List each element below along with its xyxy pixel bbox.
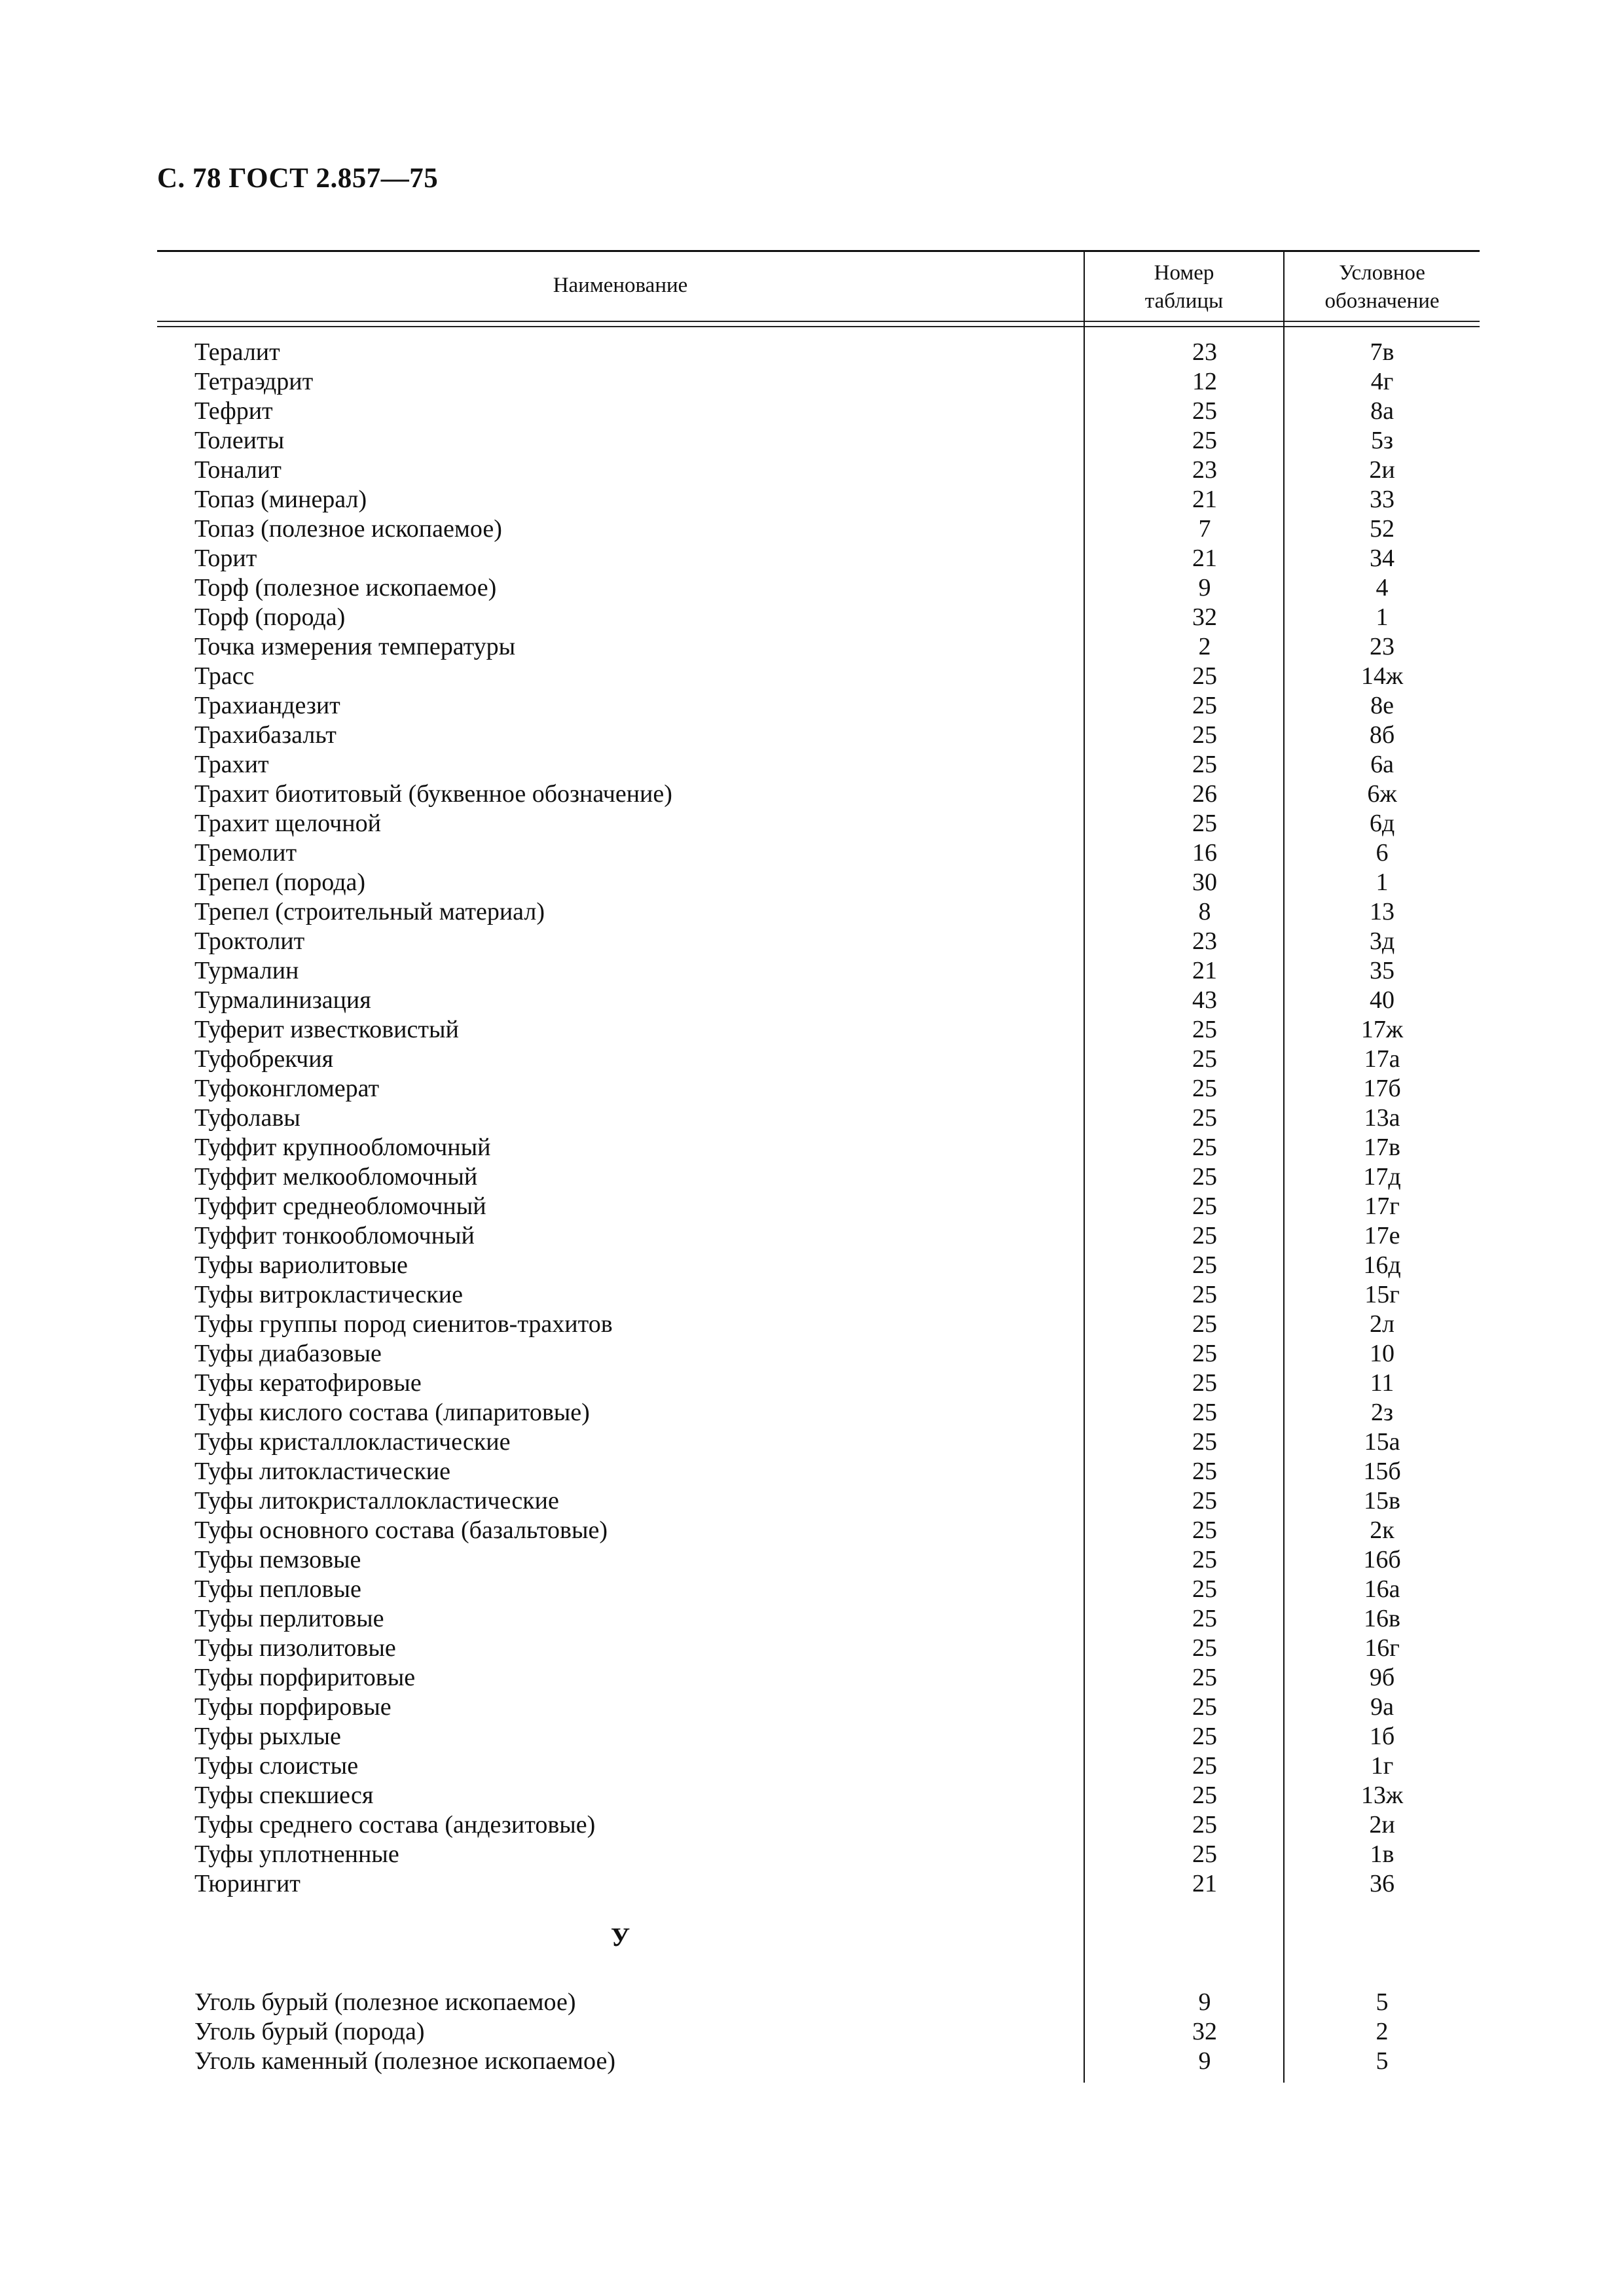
entry-symbol: 3д bbox=[1369, 927, 1395, 955]
header-table-number bbox=[1085, 254, 1283, 321]
entry-table-number: 16 bbox=[1192, 839, 1217, 867]
entry-table-number: 25 bbox=[1192, 397, 1217, 425]
entry-name: Туффит среднеобломочный bbox=[194, 1193, 486, 1220]
entry-symbol: 23 bbox=[1370, 633, 1395, 660]
entry-table-number: 25 bbox=[1192, 1516, 1217, 1544]
table-row bbox=[157, 1192, 1480, 1221]
entry-name: Туфы витрокластические bbox=[194, 1281, 463, 1308]
entry-table-number: 25 bbox=[1192, 1251, 1217, 1279]
entry-table-number: 25 bbox=[1192, 1546, 1217, 1573]
entry-name: Точка измерения температуры bbox=[194, 633, 516, 660]
entry-table-number: 8 bbox=[1198, 898, 1211, 925]
table-row bbox=[157, 1221, 1480, 1251]
entry-name: Топаз (минерал) bbox=[194, 486, 367, 513]
index-table bbox=[157, 250, 1480, 2083]
entry-name: Туфы пепловые bbox=[194, 1575, 361, 1603]
entry-table-number: 25 bbox=[1192, 721, 1217, 749]
entry-symbol: 16а bbox=[1364, 1575, 1400, 1603]
entry-symbol: 8е bbox=[1370, 692, 1394, 719]
entry-name: Туфы перлитовые bbox=[194, 1605, 384, 1632]
entry-symbol: 17б bbox=[1363, 1075, 1401, 1102]
entry-name: Трахит биотитовый (буквенное обозначение) bbox=[194, 780, 672, 808]
entry-name: Турмалинизация bbox=[194, 986, 371, 1014]
entry-symbol: 4 bbox=[1376, 574, 1389, 601]
entry-table-number: 23 bbox=[1192, 927, 1217, 955]
entry-name: Туфы рыхлые bbox=[194, 1723, 341, 1750]
entry-table-number: 9 bbox=[1198, 1988, 1211, 2016]
table-row bbox=[157, 868, 1480, 897]
entry-symbol: 52 bbox=[1370, 515, 1395, 543]
entry-name: Торит bbox=[194, 545, 257, 572]
entry-table-number: 25 bbox=[1192, 751, 1217, 778]
entry-symbol: 15в bbox=[1364, 1487, 1400, 1515]
entry-name: Трепел (порода) bbox=[194, 869, 366, 896]
table-row bbox=[157, 1751, 1480, 1781]
entry-name: Туфы вариолитовые bbox=[194, 1251, 408, 1279]
table-row bbox=[157, 1810, 1480, 1840]
table-row bbox=[157, 721, 1480, 750]
entry-symbol: 1в bbox=[1370, 1840, 1395, 1868]
table-row bbox=[157, 1398, 1480, 1427]
entry-name: Туфы среднего состава (андезитовые) bbox=[194, 1811, 596, 1839]
entry-symbol: 2и bbox=[1369, 456, 1395, 484]
page-header: С. 78 ГОСТ 2.857—75 bbox=[157, 163, 439, 194]
header-rule-2 bbox=[157, 326, 1480, 327]
table-row bbox=[157, 426, 1480, 456]
entry-name: Трахиандезит bbox=[194, 692, 340, 719]
table-row bbox=[157, 1604, 1480, 1634]
entry-table-number: 25 bbox=[1192, 1104, 1217, 1132]
entry-table-number: 9 bbox=[1198, 2047, 1211, 2075]
entry-symbol: 2з bbox=[1370, 1399, 1393, 1426]
entry-table-number: 21 bbox=[1192, 1870, 1217, 1897]
entry-symbol: 16б bbox=[1363, 1546, 1401, 1573]
entry-table-number: 25 bbox=[1192, 1428, 1217, 1456]
entry-table-number: 32 bbox=[1192, 603, 1217, 631]
entry-name: Толеиты bbox=[194, 427, 285, 454]
entry-name: Туфы уплотненные bbox=[194, 1840, 399, 1868]
table-row bbox=[157, 456, 1480, 485]
entry-name: Туфы порфировые bbox=[194, 1693, 392, 1721]
entry-table-number: 25 bbox=[1192, 1634, 1217, 1662]
entry-table-number: 25 bbox=[1192, 1575, 1217, 1603]
entry-symbol: 15б bbox=[1363, 1458, 1401, 1485]
table-row bbox=[157, 544, 1480, 573]
entry-name: Трасс bbox=[194, 662, 255, 690]
entry-name: Трепел (строительный материал) bbox=[194, 898, 545, 925]
table-row bbox=[157, 2017, 1480, 2047]
entry-symbol: 2 bbox=[1376, 2018, 1389, 2045]
entry-symbol: 13ж bbox=[1360, 1782, 1404, 1809]
entry-name: Туфы группы пород сиенитов-трахитов bbox=[194, 1310, 613, 1338]
table-row bbox=[157, 956, 1480, 986]
table-row bbox=[157, 1516, 1480, 1545]
entry-symbol: 17г bbox=[1364, 1193, 1400, 1220]
table-row bbox=[157, 603, 1480, 632]
entry-symbol: 5з bbox=[1370, 427, 1393, 454]
entry-name: Троктолит bbox=[194, 927, 305, 955]
entry-table-number: 25 bbox=[1192, 810, 1217, 837]
entry-table-number: 25 bbox=[1192, 1310, 1217, 1338]
table-row bbox=[157, 573, 1480, 603]
entry-symbol: 17а bbox=[1364, 1045, 1400, 1073]
entry-name: Туффит тонкообломочный bbox=[194, 1222, 475, 1249]
entry-name: Уголь бурый (порода) bbox=[194, 2018, 425, 2045]
entry-name: Туфы порфиритовые bbox=[194, 1664, 416, 1691]
table-row bbox=[157, 1103, 1480, 1133]
table-row bbox=[157, 485, 1480, 514]
header-num-line1: Номер bbox=[1154, 261, 1214, 285]
entry-name: Уголь бурый (полезное ископаемое) bbox=[194, 1988, 576, 2016]
entry-table-number: 43 bbox=[1192, 986, 1217, 1014]
table-row bbox=[157, 1074, 1480, 1103]
table-row bbox=[157, 1457, 1480, 1486]
table-row bbox=[157, 1693, 1480, 1722]
table-row bbox=[157, 1634, 1480, 1663]
entry-table-number: 25 bbox=[1192, 692, 1217, 719]
entry-table-number: 25 bbox=[1192, 1723, 1217, 1750]
entry-table-number: 25 bbox=[1192, 1487, 1217, 1515]
entry-table-number: 9 bbox=[1198, 574, 1211, 601]
entry-name: Туфы пемзовые bbox=[194, 1546, 361, 1573]
entry-name: Туфоконгломерат bbox=[194, 1075, 380, 1102]
header-symbol bbox=[1285, 254, 1480, 321]
section-letter: У bbox=[610, 1922, 630, 1952]
entry-table-number: 25 bbox=[1192, 427, 1217, 454]
table-row bbox=[157, 1045, 1480, 1074]
table-row bbox=[157, 367, 1480, 397]
entry-table-number: 21 bbox=[1192, 957, 1217, 984]
entry-name: Туфобрекчия bbox=[194, 1045, 334, 1073]
header-num-line2: таблицы bbox=[1144, 289, 1224, 313]
table-row bbox=[157, 1486, 1480, 1516]
entry-name: Туферит известковистый bbox=[194, 1016, 459, 1043]
entry-symbol: 16г bbox=[1364, 1634, 1400, 1662]
entry-symbol: 40 bbox=[1370, 986, 1395, 1014]
table-row bbox=[157, 1280, 1480, 1310]
entry-symbol: 8б bbox=[1369, 721, 1395, 749]
entry-table-number: 25 bbox=[1192, 1075, 1217, 1102]
table-row bbox=[157, 1840, 1480, 1869]
table-row bbox=[157, 1575, 1480, 1604]
table-row bbox=[157, 691, 1480, 721]
entry-name: Тремолит bbox=[194, 839, 297, 867]
entry-symbol: 1 bbox=[1376, 603, 1389, 631]
entry-name: Туфы литокристаллокластические bbox=[194, 1487, 559, 1515]
entry-symbol: 1б bbox=[1369, 1723, 1395, 1750]
table-row bbox=[157, 2047, 1480, 2076]
entry-table-number: 25 bbox=[1192, 1693, 1217, 1721]
entry-name: Туфы основного состава (базальтовые) bbox=[194, 1516, 608, 1544]
entry-name: Туффит крупнообломочный bbox=[194, 1134, 491, 1161]
table-row bbox=[157, 514, 1480, 544]
table-row bbox=[157, 662, 1480, 691]
entry-symbol: 2л bbox=[1370, 1310, 1395, 1338]
entry-table-number: 25 bbox=[1192, 1782, 1217, 1809]
entry-name: Торф (полезное ископаемое) bbox=[194, 574, 497, 601]
entry-name: Турмалин bbox=[194, 957, 299, 984]
table-row bbox=[157, 780, 1480, 809]
entry-table-number: 25 bbox=[1192, 1399, 1217, 1426]
entry-table-number: 30 bbox=[1192, 869, 1217, 896]
table-row bbox=[157, 1427, 1480, 1457]
table-body bbox=[157, 338, 1480, 2076]
entry-symbol: 1г bbox=[1370, 1752, 1394, 1780]
entry-symbol: 17в bbox=[1364, 1134, 1400, 1161]
table-row bbox=[157, 838, 1480, 868]
entry-table-number: 25 bbox=[1192, 1016, 1217, 1043]
entry-name: Тоналит bbox=[194, 456, 282, 484]
table-row bbox=[157, 750, 1480, 780]
entry-name: Трахибазальт bbox=[194, 721, 337, 749]
entry-table-number: 25 bbox=[1192, 1811, 1217, 1839]
table-row bbox=[157, 897, 1480, 927]
entry-name: Туффит мелкообломочный bbox=[194, 1163, 478, 1191]
header-rule-1 bbox=[157, 321, 1480, 322]
entry-table-number: 25 bbox=[1192, 1163, 1217, 1191]
entry-name: Туфы диабазовые bbox=[194, 1340, 382, 1367]
table-row bbox=[157, 927, 1480, 956]
table-row bbox=[157, 1133, 1480, 1162]
entry-symbol: 4г bbox=[1370, 368, 1394, 395]
entry-table-number: 25 bbox=[1192, 1605, 1217, 1632]
table-row bbox=[157, 632, 1480, 662]
table-row bbox=[157, 1339, 1480, 1369]
entry-name: Туфы литокластические bbox=[194, 1458, 450, 1485]
entry-symbol: 35 bbox=[1370, 957, 1395, 984]
entry-table-number: 26 bbox=[1192, 780, 1217, 808]
entry-symbol: 2к bbox=[1370, 1516, 1395, 1544]
entry-symbol: 11 bbox=[1370, 1369, 1395, 1397]
table-row bbox=[157, 1722, 1480, 1751]
entry-symbol: 5 bbox=[1376, 2047, 1389, 2075]
entry-symbol: 5 bbox=[1376, 1988, 1389, 2016]
table-row bbox=[157, 1162, 1480, 1192]
entry-symbol: 15а bbox=[1364, 1428, 1400, 1456]
entry-symbol: 33 bbox=[1370, 486, 1395, 513]
header-name bbox=[157, 250, 1084, 321]
entry-symbol: 8а bbox=[1370, 397, 1394, 425]
table-row bbox=[157, 1015, 1480, 1045]
entry-table-number: 2 bbox=[1198, 633, 1211, 660]
section-heading-row bbox=[157, 1899, 1480, 1988]
entry-table-number: 25 bbox=[1192, 1222, 1217, 1249]
entry-symbol: 9а bbox=[1370, 1693, 1394, 1721]
entry-table-number: 32 bbox=[1192, 2018, 1217, 2045]
entry-name: Тералит bbox=[194, 338, 280, 366]
entry-name: Туфы спекшиеся bbox=[194, 1782, 374, 1809]
entry-symbol: 16д bbox=[1363, 1251, 1401, 1279]
table-row bbox=[157, 338, 1480, 367]
entry-symbol: 6ж bbox=[1367, 780, 1397, 808]
entry-table-number: 23 bbox=[1192, 338, 1217, 366]
entry-name: Тефрит bbox=[194, 397, 273, 425]
entry-symbol: 15г bbox=[1364, 1281, 1400, 1308]
entry-symbol: 16в bbox=[1364, 1605, 1400, 1632]
entry-table-number: 25 bbox=[1192, 1340, 1217, 1367]
entry-symbol: 36 bbox=[1370, 1870, 1395, 1897]
entry-name: Туфолавы bbox=[194, 1104, 301, 1132]
entry-name: Туфы кислого состава (липаритовые) bbox=[194, 1399, 590, 1426]
entry-name: Трахит щелочной bbox=[194, 810, 381, 837]
entry-symbol: 10 bbox=[1370, 1340, 1395, 1367]
entry-symbol: 9б bbox=[1369, 1664, 1395, 1691]
entry-table-number: 25 bbox=[1192, 1134, 1217, 1161]
table-row bbox=[157, 986, 1480, 1015]
entry-table-number: 23 bbox=[1192, 456, 1217, 484]
entry-name: Торф (порода) bbox=[194, 603, 346, 631]
entry-name: Туфы кератофировые bbox=[194, 1369, 422, 1397]
table-row bbox=[157, 1251, 1480, 1280]
entry-symbol: 1 bbox=[1376, 869, 1389, 896]
entry-symbol: 17д bbox=[1363, 1163, 1401, 1191]
table-row bbox=[157, 809, 1480, 838]
entry-table-number: 7 bbox=[1198, 515, 1211, 543]
entry-table-number: 25 bbox=[1192, 1045, 1217, 1073]
entry-table-number: 25 bbox=[1192, 1664, 1217, 1691]
entry-name: Тюрингит bbox=[194, 1870, 301, 1897]
table-row bbox=[157, 1988, 1480, 2017]
entry-symbol: 2и bbox=[1369, 1811, 1395, 1839]
entry-name: Тетраэдрит bbox=[194, 368, 314, 395]
entry-table-number: 25 bbox=[1192, 662, 1217, 690]
table-row bbox=[157, 1369, 1480, 1398]
table-row bbox=[157, 1663, 1480, 1693]
entry-table-number: 25 bbox=[1192, 1281, 1217, 1308]
entry-table-number: 25 bbox=[1192, 1752, 1217, 1780]
table-row bbox=[157, 1310, 1480, 1339]
entry-name: Уголь каменный (полезное ископаемое) bbox=[194, 2047, 615, 2075]
entry-name: Топаз (полезное ископаемое) bbox=[194, 515, 502, 543]
entry-name: Трахит bbox=[194, 751, 269, 778]
entry-symbol: 14ж bbox=[1360, 662, 1404, 690]
entry-symbol: 13а bbox=[1364, 1104, 1400, 1132]
header-name-label: Наименование bbox=[553, 273, 688, 297]
entry-symbol: 17е bbox=[1364, 1222, 1400, 1249]
entry-name: Туфы пизолитовые bbox=[194, 1634, 396, 1662]
header-sym-line2: обозначение bbox=[1324, 289, 1440, 313]
entry-symbol: 6а bbox=[1370, 751, 1394, 778]
entry-symbol: 6 bbox=[1376, 839, 1389, 867]
entry-table-number: 25 bbox=[1192, 1369, 1217, 1397]
table-row bbox=[157, 1545, 1480, 1575]
entry-symbol: 17ж bbox=[1360, 1016, 1404, 1043]
entry-table-number: 25 bbox=[1192, 1458, 1217, 1485]
entry-table-number: 25 bbox=[1192, 1193, 1217, 1220]
entry-symbol: 34 bbox=[1370, 545, 1395, 572]
header-sym-line1: Условное bbox=[1339, 261, 1425, 285]
table-row bbox=[157, 1869, 1480, 1899]
entry-table-number: 21 bbox=[1192, 545, 1217, 572]
entry-name: Туфы слоистые bbox=[194, 1752, 359, 1780]
table-row bbox=[157, 397, 1480, 426]
entry-table-number: 25 bbox=[1192, 1840, 1217, 1868]
entry-symbol: 13 bbox=[1370, 898, 1395, 925]
entry-name: Туфы кристаллокластические bbox=[194, 1428, 511, 1456]
entry-table-number: 12 bbox=[1192, 368, 1217, 395]
entry-table-number: 21 bbox=[1192, 486, 1217, 513]
table-row bbox=[157, 1781, 1480, 1810]
entry-symbol: 6д bbox=[1369, 810, 1395, 837]
entry-symbol: 7в bbox=[1370, 338, 1395, 366]
